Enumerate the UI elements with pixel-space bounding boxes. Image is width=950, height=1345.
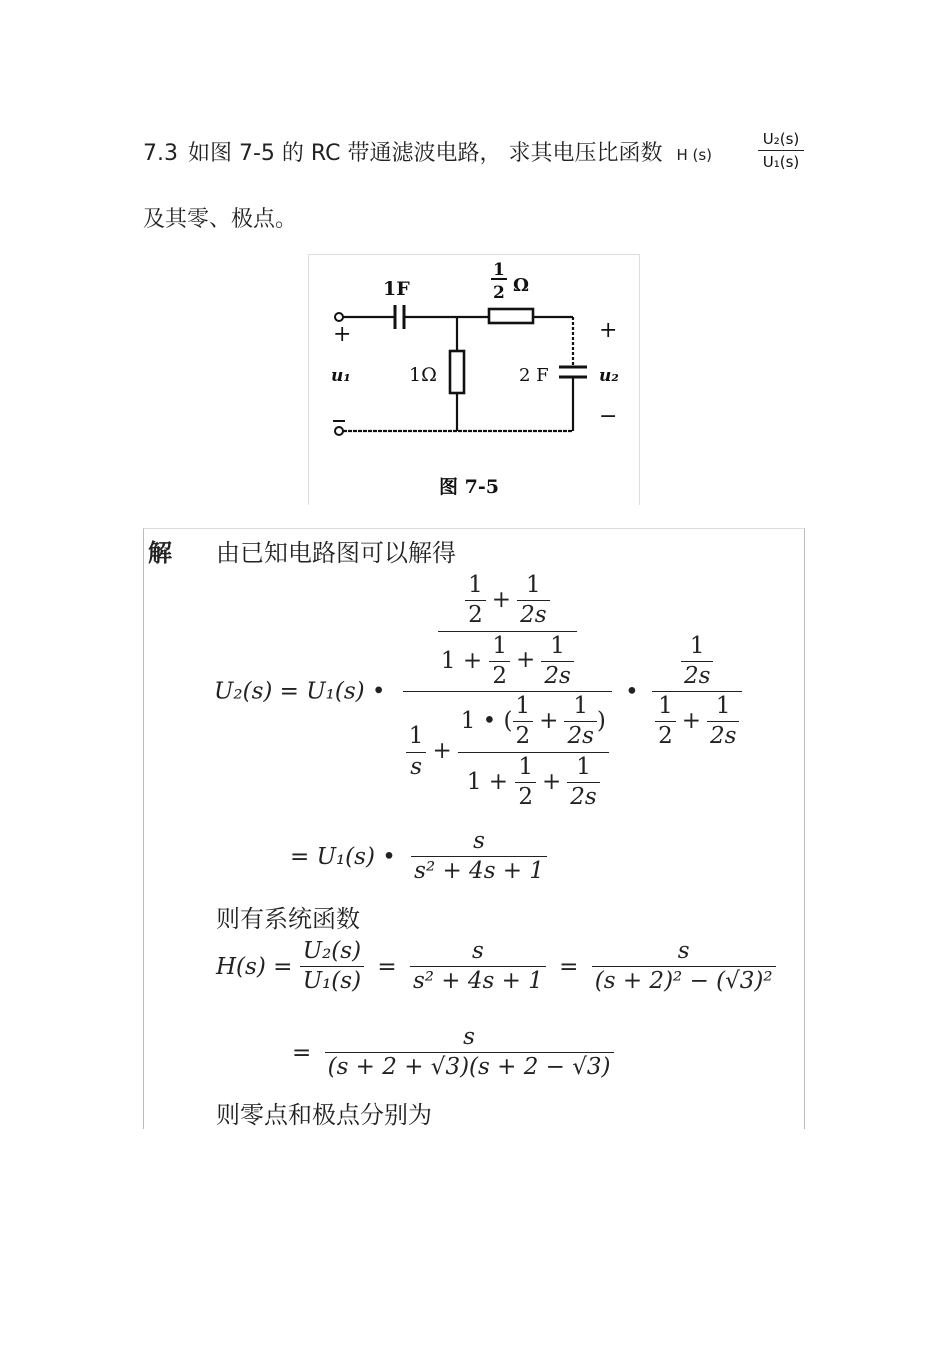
question-text: 如图 7-5 的 RC 带通滤波电路， 求其电压比函数 (188, 141, 663, 166)
question-line-2: 及其零、极点。 (143, 207, 298, 232)
equation-u2: U₂(s) = U₁(s) • $\frac{1}{2}$ + $\frac{1}{2s}$ 1 + $\frac{1}{2}$ + $\frac{1}{2s}$ $\frac{1}{s}$ + 1 • ( $\frac{1}{2}$ + $\frac{1}{2s}$ ) 1 + $\frac{1}{2}$ + $\frac{1}{2s}$ • $\frac{1}{2s}$ $\frac{1}{2}$ + $\frac{1}{2s}$ (214, 573, 742, 810)
res-half-unit: Ω (513, 275, 530, 296)
eq1-main-fraction: $\frac{1}{2}$ + $\frac{1}{2s}$ 1 + $\frac{1}{2}$ + $\frac{1}{2s}$ $\frac{1}{s}$ + 1 • ( $\frac{1}{2}$ + $\frac{1}{2s}$ ) 1 + $\frac{1}{2}$ + $\frac{1}{2s}$ (403, 573, 612, 810)
eq1-top-fraction: $\frac{1}{2}$ + $\frac{1}{2s}$ 1 + $\frac{1}{2}$ + $\frac{1}{2s}$ (438, 573, 577, 689)
res-1-ohm-label: 1Ω (409, 364, 437, 386)
hs-label: H (s) (676, 146, 713, 164)
solution-box (143, 528, 805, 1129)
u1-label: u₁ (331, 366, 351, 386)
question-number: 7.3 (143, 141, 178, 166)
question-line (143, 136, 712, 167)
u2-label: u₂ (599, 366, 619, 386)
output-minus: − (599, 404, 618, 429)
terminal-top-left (335, 313, 343, 321)
fraction-bar (758, 150, 804, 151)
solution-line-4: 则零点和极点分别为 (216, 1101, 432, 1129)
eq1-bottom-fraction: 1 • ( $\frac{1}{2}$ + $\frac{1}{2s}$ ) 1 + $\frac{1}{2}$ + $\frac{1}{2s}$ (458, 694, 609, 810)
res-half-num: 1 (493, 260, 505, 280)
resistor-1-ohm (450, 351, 464, 393)
solution-line-1: 由已知电路图可以解得 (216, 539, 456, 567)
equation-hs: H(s) = $\frac{\text{U₂(s)}}{\text{U₁(s)}}$ = $\frac{s}{\text{s² + 4s + 1}}$ = $\frac{s}{\text{(s + 2)² − (√3)²}}$ (216, 939, 776, 995)
ratio-denominator: U₁(s) (762, 153, 800, 171)
eq1-right-fraction: $\frac{1}{2s}$ $\frac{1}{2}$ + $\frac{1}{2s}$ (652, 634, 742, 750)
resistor-half-ohm (489, 309, 533, 323)
cap-1f-label: 1F (383, 278, 410, 300)
circuit-figure (308, 254, 640, 505)
res-half-den: 2 (493, 283, 505, 303)
circuit-diagram (309, 255, 639, 505)
terminal-bottom-left (335, 427, 343, 435)
output-plus: + (599, 318, 618, 343)
equation-hs-factored: = $\frac{s}{(s + 2 + √3)(s + 2 - √3)}$ (286, 1025, 614, 1081)
input-plus: + (333, 322, 352, 347)
equation-u2-simplified: = U₁(s) • $\frac{s}{\text{s² + 4s + 1}}$ (290, 829, 547, 885)
cap-2f-label: 2 F (519, 365, 549, 386)
voltage-ratio-fraction (758, 130, 804, 171)
eq1-lhs: U₂(s) = U₁(s) • (214, 678, 386, 705)
solution-line-3: 则有系统函数 (216, 905, 360, 933)
solution-label: 解 (148, 538, 172, 567)
ratio-numerator: U₂(s) (762, 130, 800, 148)
figure-caption: 图 7-5 (439, 476, 499, 498)
